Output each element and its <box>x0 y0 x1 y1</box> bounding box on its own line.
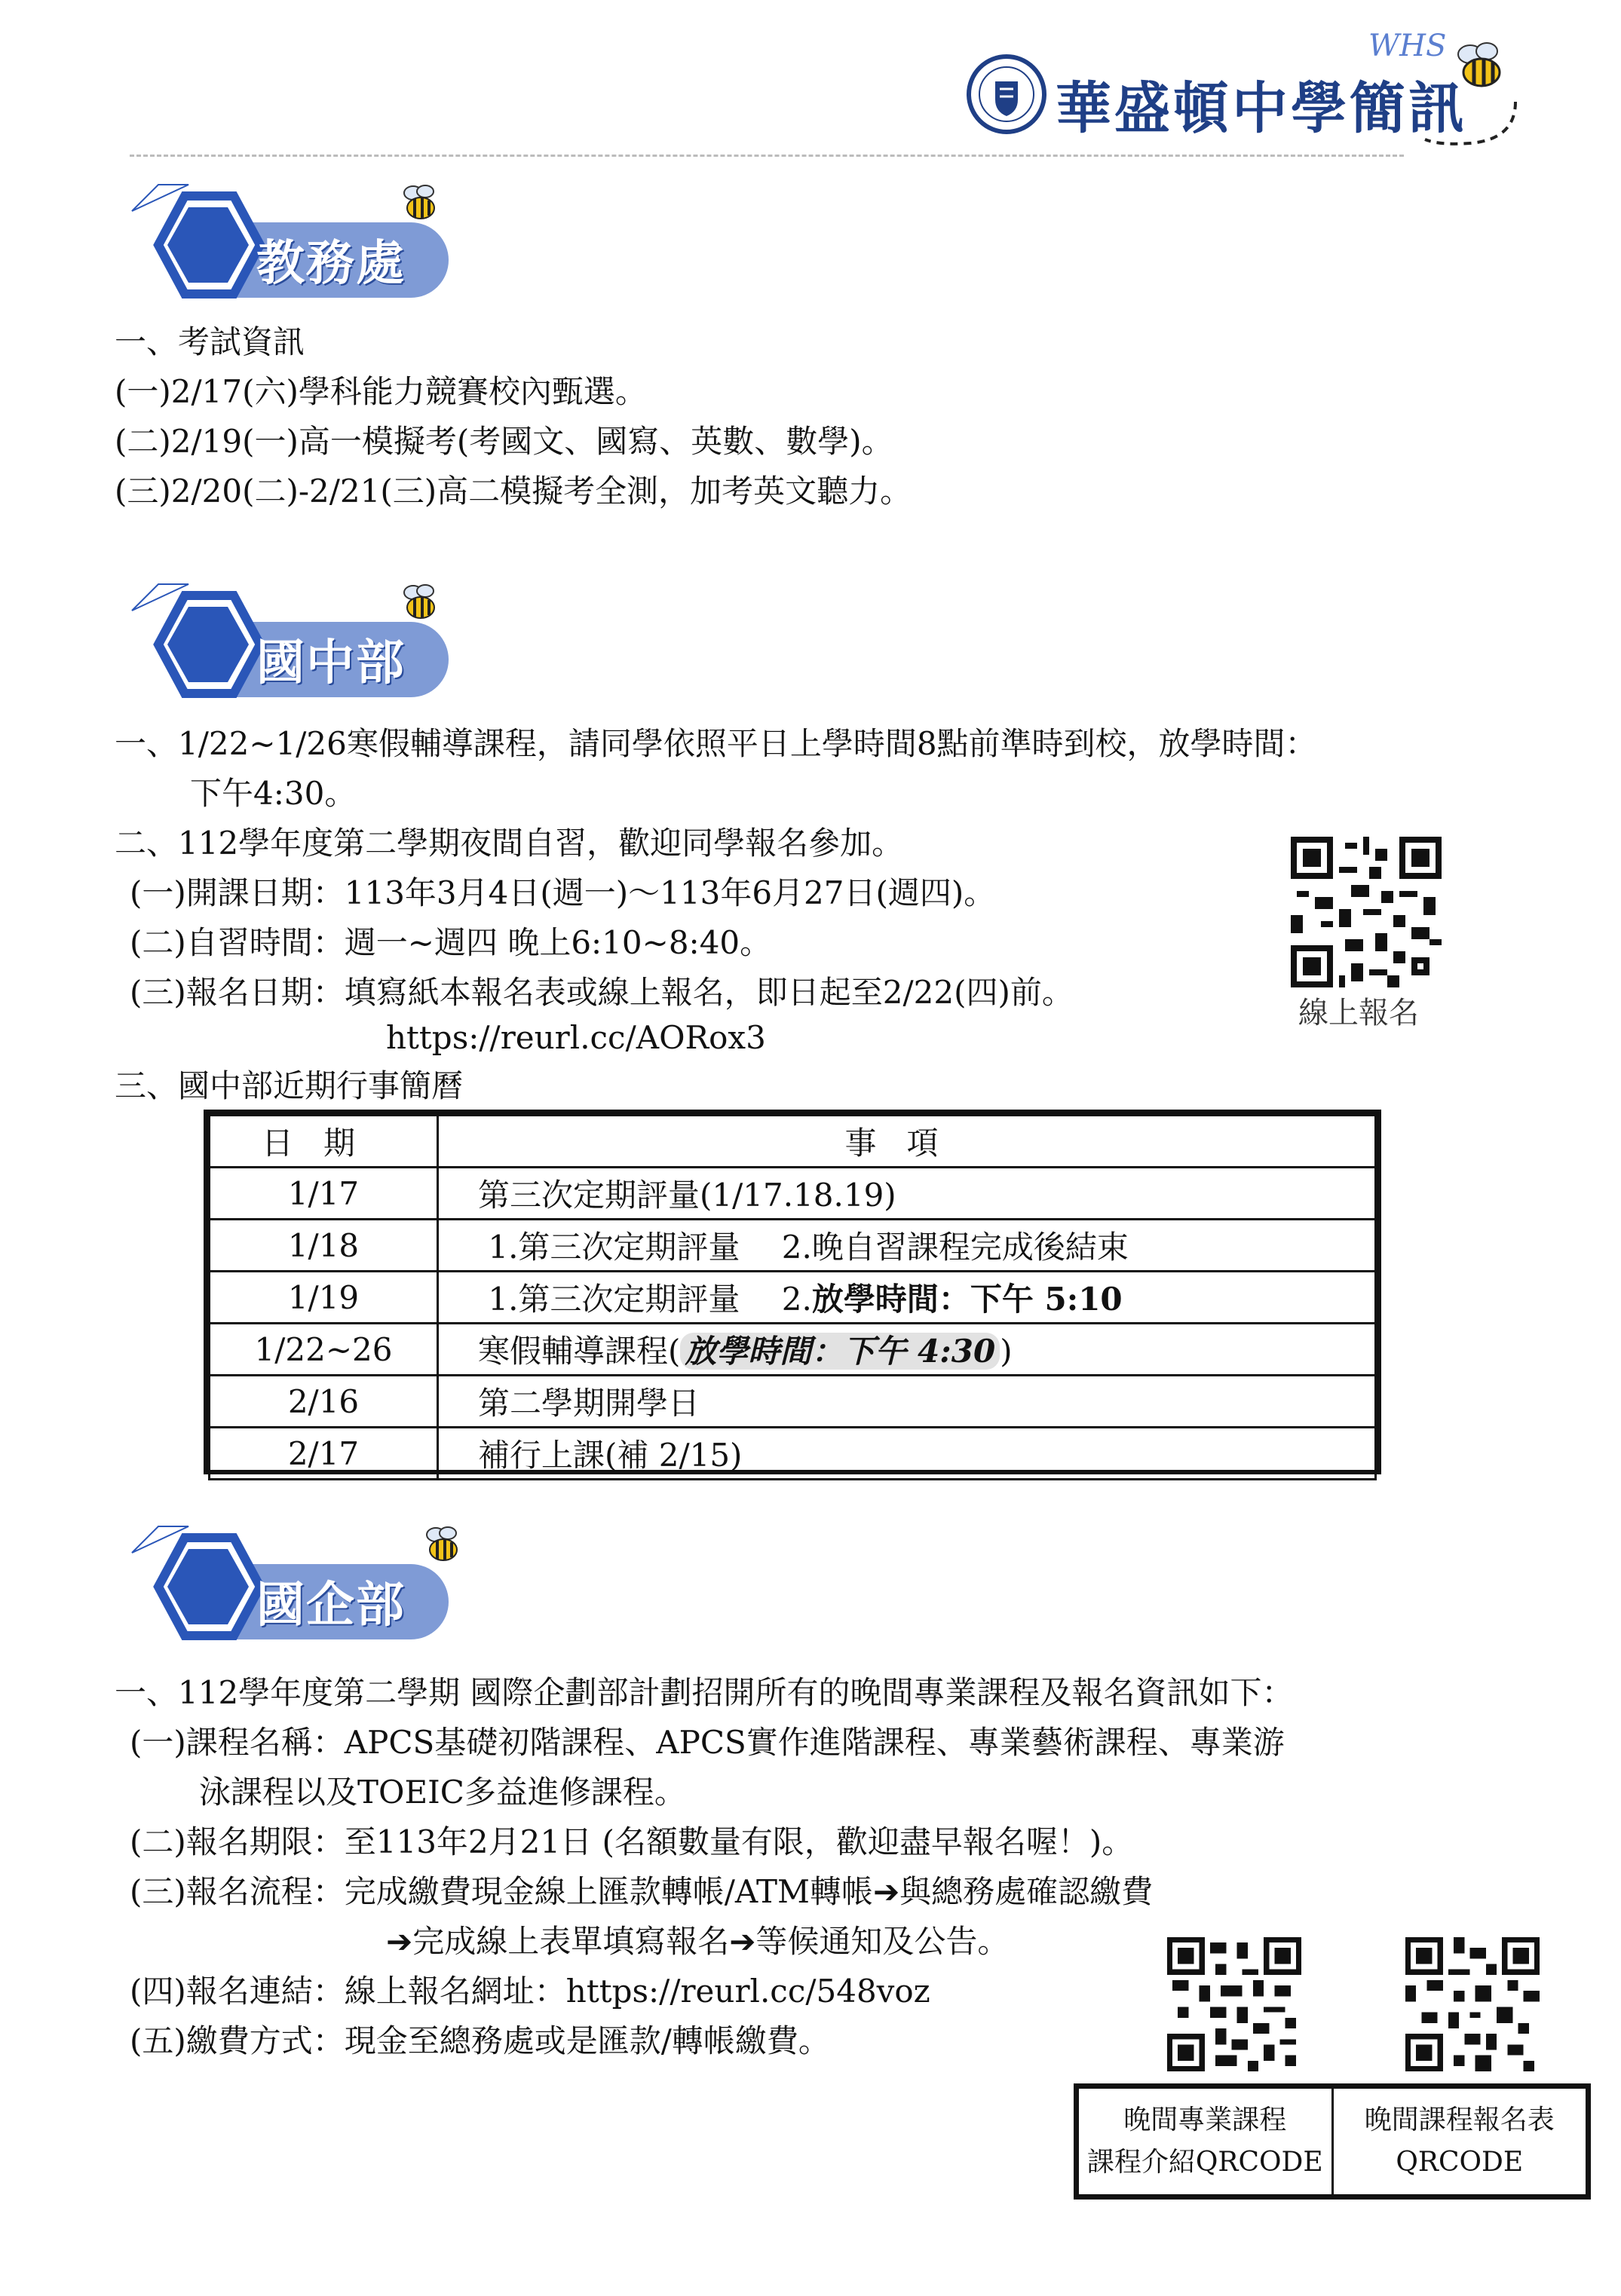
intl-item-1: 一、112學年度第二學期 國際企劃部計劃招開所有的晚間專業課程及報名資訊如下： <box>115 1674 1294 1711</box>
qr-label-line: 晚間課程報名表 <box>1364 2105 1555 2135</box>
junior-item-1b: 下午4:30。 <box>190 775 357 812</box>
junior-schedule-table <box>204 1110 1381 1474</box>
intl-item-1-1b: 泳課程以及TOEIC多益進修課程。 <box>199 1774 686 1811</box>
qr-caption: 線上報名 <box>1298 996 1419 1030</box>
table-cell-event: 補行上課(補 2/15) <box>438 1428 1376 1480</box>
intl-item-1-3a: (三)報名流程：完成繳費現金線上匯款轉帳/ATM轉帳➔與總務處確認繳費 <box>130 1873 1154 1910</box>
junior-item-1a: 一、1/22~1/26寒假輔導課程，請同學依照平日上學時間8點前準時到校，放學時間： <box>115 725 1317 762</box>
table-header-event: 事項 <box>438 1116 1376 1168</box>
intl-item-1-1a: (一)課程名稱：APCS基礎初階課程、APCS實作進階課程、專業藝術課程、專業游 <box>130 1724 1285 1761</box>
night-study-url[interactable]: https://reurl.cc/AORox3 <box>386 1019 766 1056</box>
section-badge-junior <box>113 580 475 716</box>
section-title-international: 國企部 <box>256 1578 406 1633</box>
bee-icon <box>392 181 445 226</box>
table-cell-date: 1/17 <box>210 1168 438 1220</box>
qr-label-signup-form <box>1332 2088 1587 2196</box>
table-row <box>210 1220 1376 1272</box>
academic-line-2: (一)2/17(六)學科能力競賽校內甄選。 <box>115 373 647 410</box>
table-cell-event: 1.第三次定期評量 2.晚自習課程完成後結束 <box>438 1220 1376 1272</box>
table-cell-date: 1/22~26 <box>210 1324 438 1376</box>
intl-item-1-3b: ➔完成線上表單填寫報名➔等候通知及公告。 <box>386 1923 1010 1960</box>
academic-line-4: (三)2/20(二)-2/21(三)高二模擬考全測，加考英文聽力。 <box>115 473 912 510</box>
junior-item-3: 三、國中部近期行事簡曆 <box>115 1067 464 1104</box>
event-emphasis: 放學時間：下午 5:10 <box>811 1281 1123 1318</box>
table-cell-event: 第三次定期評量(1/17.18.19) <box>438 1168 1376 1220</box>
academic-line-3: (二)2/19(一)高一模擬考(考國文、國寫、英數、數學)。 <box>115 423 893 460</box>
junior-item-2-1: (一)開課日期：113年3月4日(週一)～113年6月27日(週四)。 <box>130 874 996 911</box>
section-title-academic: 教務處 <box>256 236 406 292</box>
bee-icon <box>415 1523 467 1568</box>
intl-item-1-2: (二)報名期限：至113年2月21日 (名額數量有限，歡迎盡早報名喔！)。 <box>130 1823 1134 1860</box>
academic-line-1: 一、考試資訊 <box>115 323 305 360</box>
table-cell-date: 2/16 <box>210 1376 438 1428</box>
qr-label-course-intro <box>1078 2088 1333 2196</box>
dashed-trail-icon <box>1417 98 1523 151</box>
table-row <box>210 1272 1376 1324</box>
qr-label-table <box>1074 2083 1591 2200</box>
qr-code-icon[interactable] <box>1167 1937 1301 2071</box>
section-title-junior: 國中部 <box>256 635 406 691</box>
table-row <box>210 1324 1376 1376</box>
table-row <box>210 1428 1376 1480</box>
header-divider <box>130 155 1404 157</box>
qr-code-icon[interactable] <box>1405 1937 1540 2071</box>
table-cell-event <box>438 1324 1376 1376</box>
table-row <box>210 1168 1376 1220</box>
event-text-end: ) <box>1000 1333 1013 1370</box>
newsletter-title: 華盛頓中學簡訊 <box>1056 76 1467 141</box>
qr-label-line: 課程介紹QRCODE <box>1086 2147 1323 2178</box>
qr-code-icon[interactable] <box>1291 837 1442 987</box>
junior-item-2-3: (三)報名日期：填寫紙本報名表或線上報名，即日起至2/22(四)前。 <box>130 974 1074 1011</box>
table-cell-event: 第二學期開學日 <box>438 1376 1376 1428</box>
bee-icon <box>392 580 445 626</box>
section-badge-academic <box>113 181 475 317</box>
table-cell-date: 2/17 <box>210 1428 438 1480</box>
junior-item-2-2: (二)自習時間：週一~週四 晚上6:10~8:40。 <box>130 924 772 961</box>
qr-label-line: 晚間專業課程 <box>1123 2105 1287 2135</box>
section-badge-international <box>113 1523 475 1658</box>
intl-item-1-5: (五)繳費方式：現金至總務處或是匯款/轉帳繳費。 <box>130 2022 830 2059</box>
event-highlight: 放學時間：下午 4:30 <box>680 1333 1000 1370</box>
table-cell-date: 1/18 <box>210 1220 438 1272</box>
school-emblem-icon <box>965 53 1048 136</box>
qr-label-line: QRCODE <box>1396 2147 1524 2178</box>
newsletter-subtitle: WHS <box>1368 29 1447 63</box>
table-cell-event <box>438 1272 1376 1324</box>
header-brand <box>965 23 1538 151</box>
event-text: 1.第三次定期評量 2. <box>478 1281 812 1318</box>
table-cell-date: 1/19 <box>210 1272 438 1324</box>
event-text: 寒假輔導課程( <box>478 1333 681 1370</box>
table-row <box>210 1376 1376 1428</box>
table-header-date: 日期 <box>210 1116 438 1168</box>
bee-icon <box>1448 38 1515 98</box>
junior-item-2: 二、112學年度第二學期夜間自習，歡迎同學報名參加。 <box>115 825 904 862</box>
intl-item-1-4[interactable]: (四)報名連結：線上報名網址：https://reurl.cc/548voz <box>130 1973 930 2010</box>
